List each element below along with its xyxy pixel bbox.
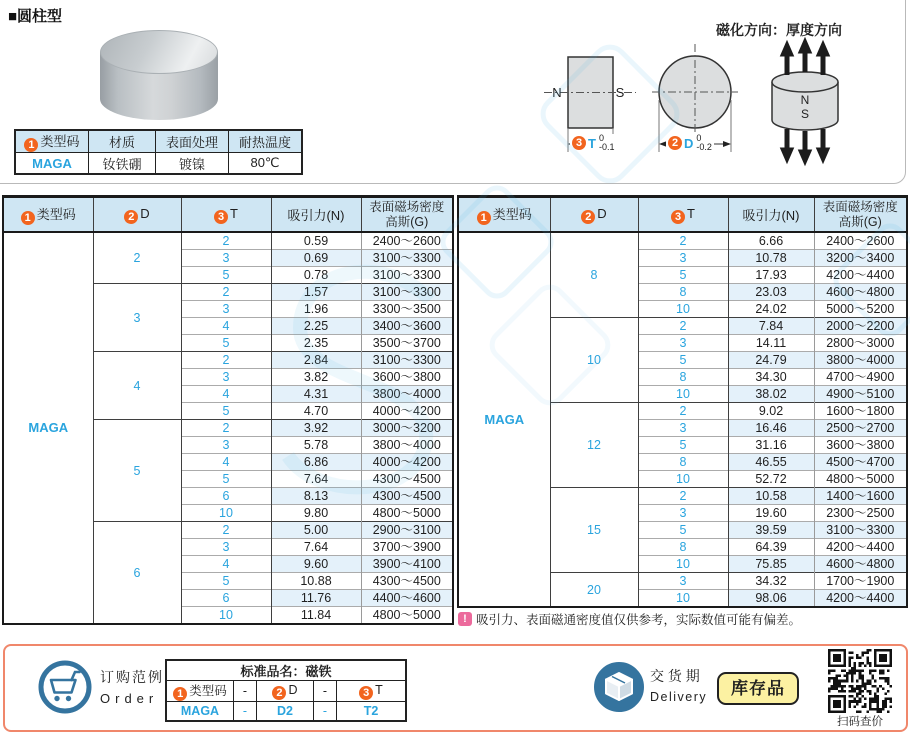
spec-cell-force: 34.32	[728, 573, 814, 590]
spec-table-left	[2, 195, 454, 625]
spec-cell-gauss: 3700～3900	[361, 539, 453, 556]
spec-cell-d: 6	[93, 522, 181, 625]
spec-cell-t: 5	[181, 335, 271, 352]
stock-badge: 库存品	[717, 672, 799, 705]
spec-header-gauss: 表面磁场密度 高斯(G)	[361, 197, 453, 233]
spec-cell-force: 5.78	[271, 437, 361, 454]
spec-header-gauss: 表面磁场密度 高斯(G)	[814, 197, 907, 233]
spec-cell-gauss: 2900～3100	[361, 522, 453, 539]
spec-cell-t: 5	[181, 573, 271, 590]
spec-cell-d: 4	[93, 352, 181, 420]
order-dash: -	[234, 702, 257, 722]
spec-cell-force: 11.84	[271, 607, 361, 625]
spec-cell-t: 3	[638, 335, 728, 352]
spec-cell-gauss: 1600～1800	[814, 403, 907, 420]
spec-cell-gauss: 4200～4400	[814, 267, 907, 284]
spec-cell-t: 3	[181, 437, 271, 454]
spec-cell-gauss: 4300～4500	[361, 488, 453, 505]
spec-cell-t: 10	[638, 556, 728, 573]
spec-cell-t: 5	[638, 267, 728, 284]
spec-cell-force: 7.64	[271, 539, 361, 556]
spec-header-force: 吸引力(N)	[728, 197, 814, 233]
spec-cell-gauss: 2500～2700	[814, 420, 907, 437]
spec-cell-t: 8	[638, 539, 728, 556]
spec-cell-d: 20	[550, 573, 638, 608]
spec-cell-gauss: 3100～3300	[361, 352, 453, 369]
spec-cell-force: 3.92	[271, 420, 361, 437]
info-header-surface: 表面处理	[156, 130, 229, 153]
pole-n-label: N	[552, 85, 562, 100]
spec-cell-force: 0.59	[271, 232, 361, 250]
order-dash: -	[234, 681, 257, 702]
spec-cell-force: 23.03	[728, 284, 814, 301]
spec-cell-gauss: 4500～4700	[814, 454, 907, 471]
spec-cell-force: 14.11	[728, 335, 814, 352]
dimension-label-d: 2 D 0 -0.2	[666, 134, 714, 152]
spec-cell-force: 4.70	[271, 403, 361, 420]
spec-cell-d: 15	[550, 488, 638, 573]
spec-cell-type-code: MAGA	[28, 420, 69, 435]
circle-3-icon: 3	[572, 136, 586, 150]
info-value-surface: 镀镍	[156, 153, 229, 175]
spec-cell-force: 1.57	[271, 284, 361, 301]
spec-cell-gauss: 4800～5000	[361, 505, 453, 522]
order-example-d: D2	[257, 702, 314, 722]
spec-cell-gauss: 1700～1900	[814, 573, 907, 590]
spec-cell-force: 5.00	[271, 522, 361, 539]
spec-cell-force: 4.31	[271, 386, 361, 403]
qr-code[interactable]	[828, 649, 892, 713]
order-header-d: 2 D	[257, 681, 314, 702]
spec-cell-gauss: 3100～3300	[814, 522, 907, 539]
spec-cell-t: 5	[181, 471, 271, 488]
spec-cell-force: 11.76	[271, 590, 361, 607]
spec-cell-gauss: 4000～4200	[361, 454, 453, 471]
spec-cell-force: 9.60	[271, 556, 361, 573]
info-value-heat: 80℃	[229, 153, 303, 175]
spec-cell-force: 1.96	[271, 301, 361, 318]
spec-cell-force: 52.72	[728, 471, 814, 488]
qr-caption: 扫码查价	[837, 716, 883, 728]
spec-cell-t: 3	[638, 250, 728, 267]
spec-cell-t: 2	[638, 403, 728, 420]
info-value-material: 钕铁硼	[89, 153, 156, 175]
circle-1-icon: 1	[173, 687, 187, 701]
spec-header-d: 2 D	[93, 197, 181, 233]
spec-cell-force: 24.79	[728, 352, 814, 369]
top-section	[0, 0, 906, 184]
tolerance-t: 0 -0.1	[598, 132, 615, 152]
spec-cell-force: 31.16	[728, 437, 814, 454]
spec-cell-t: 3	[638, 573, 728, 590]
spec-cell-t: 4	[181, 318, 271, 335]
spec-cell-t: 4	[181, 386, 271, 403]
spec-cell-gauss: 2400～2600	[814, 232, 907, 250]
spec-cell-force: 34.30	[728, 369, 814, 386]
cylinder-s-label: S	[800, 107, 810, 121]
spec-cell-t: 4	[181, 556, 271, 573]
spec-cell-t: 2	[638, 318, 728, 335]
delivery-title: 交 货 期 Delivery	[650, 668, 708, 704]
order-example-t: T2	[337, 702, 407, 722]
spec-cell-gauss: 1400～1600	[814, 488, 907, 505]
side-view-rect	[568, 57, 613, 128]
dimension-label-t: 3 T 0 -0.1	[570, 134, 616, 152]
spec-cell-gauss: 4600～4800	[814, 284, 907, 301]
spec-cell-gauss: 3800～4000	[361, 386, 453, 403]
circle-2-icon: 2	[668, 136, 682, 150]
spec-cell-d: 3	[93, 284, 181, 352]
order-example-code: MAGA	[166, 702, 234, 722]
spec-header-d: 2 D	[550, 197, 638, 233]
order-header-t: 3 T	[337, 681, 407, 702]
spec-cell-gauss: 3500～3700	[361, 335, 453, 352]
spec-cell-t: 2	[181, 284, 271, 301]
spec-cell-force: 64.39	[728, 539, 814, 556]
spec-cell-t: 5	[638, 437, 728, 454]
spec-cell-force: 2.35	[271, 335, 361, 352]
spec-cell-force: 39.59	[728, 522, 814, 539]
circle-3-icon: 3	[671, 210, 685, 224]
spec-cell-gauss: 4700～4900	[814, 369, 907, 386]
spec-cell-t: 3	[181, 301, 271, 318]
spec-cell-force: 2.84	[271, 352, 361, 369]
spec-cell-force: 6.86	[271, 454, 361, 471]
spec-cell-t: 8	[638, 369, 728, 386]
spec-cell-d: 8	[550, 232, 638, 318]
magnet-product-photo	[100, 30, 218, 122]
spec-cell-d: 5	[93, 420, 181, 522]
circle-2-icon: 2	[581, 210, 595, 224]
spec-cell-gauss: 3600～3800	[814, 437, 907, 454]
spec-cell-force: 19.60	[728, 505, 814, 522]
spec-header-type-code: 1 类型码	[458, 197, 550, 233]
spec-cell-force: 9.02	[728, 403, 814, 420]
circle-1-icon: 1	[21, 211, 35, 225]
spec-cell-force: 7.84	[728, 318, 814, 335]
exclamation-icon: !	[458, 612, 472, 626]
info-header-heat: 耐热温度	[229, 130, 303, 153]
order-dash: -	[314, 681, 337, 702]
spec-cell-type-code: MAGA	[484, 411, 525, 427]
spec-cell-t: 10	[181, 505, 271, 522]
spec-cell-d: 10	[550, 318, 638, 403]
spec-cell-force: 10.58	[728, 488, 814, 505]
cylinder-n-label: N	[800, 93, 810, 107]
spec-cell-gauss: 4800～5000	[361, 607, 453, 625]
spec-cell-t: 2	[181, 522, 271, 539]
spec-cell-t: 10	[181, 607, 271, 625]
circle-1-icon: 1	[24, 138, 38, 152]
cart-icon	[36, 658, 94, 716]
spec-cell-t: 2	[181, 420, 271, 437]
spec-cell-gauss: 4800～5000	[814, 471, 907, 488]
spec-cell-t: 3	[181, 539, 271, 556]
spec-cell-force: 98.06	[728, 590, 814, 608]
spec-cell-gauss: 4900～5100	[814, 386, 907, 403]
magnetization-title: 磁化方向：厚度方向	[716, 22, 842, 38]
spec-cell-t: 3	[638, 505, 728, 522]
spec-row	[458, 232, 907, 250]
magnet-diagrams	[540, 28, 908, 184]
spec-header-force: 吸引力(N)	[271, 197, 361, 233]
spec-cell-gauss: 2000～2200	[814, 318, 907, 335]
spec-cell-t: 5	[638, 522, 728, 539]
spec-cell-force: 46.55	[728, 454, 814, 471]
spec-cell-t: 3	[181, 369, 271, 386]
spec-cell-gauss: 2400～2600	[361, 232, 453, 250]
info-value-type-code: MAGA	[15, 153, 89, 175]
spec-cell-gauss: 4300～4500	[361, 573, 453, 590]
spec-cell-gauss: 3100～3300	[361, 284, 453, 301]
info-header-material: 材质	[89, 130, 156, 153]
spec-cell-gauss: 4200～4400	[814, 590, 907, 608]
spec-cell-t: 10	[638, 471, 728, 488]
order-example-table	[165, 659, 407, 722]
spec-header-t: 3 T	[638, 197, 728, 233]
spec-row	[3, 232, 453, 250]
tolerance-d: 0 -0.2	[696, 132, 712, 152]
magnet-top-face	[100, 30, 218, 74]
spec-cell-t: 5	[181, 267, 271, 284]
spec-cell-t: 2	[181, 352, 271, 369]
spec-cell-t: 10	[638, 301, 728, 318]
flux-arrows-down	[781, 129, 830, 165]
spec-cell-gauss: 3800～4000	[361, 437, 453, 454]
spec-cell-gauss: 3100～3300	[361, 250, 453, 267]
pole-s-label: S	[615, 85, 625, 100]
spec-cell-gauss: 4400～4600	[361, 590, 453, 607]
spec-cell-t: 3	[638, 420, 728, 437]
circle-3-icon: 3	[359, 686, 373, 700]
spec-table-right	[457, 195, 908, 608]
cylinder-top	[772, 72, 838, 92]
spec-cell-gauss: 4000～4200	[361, 403, 453, 420]
order-header-type-code: 1 类型码	[166, 681, 234, 702]
spec-cell-force: 17.93	[728, 267, 814, 284]
order-box	[3, 644, 908, 732]
spec-cell-gauss: 4600～4800	[814, 556, 907, 573]
reference-note: ! 吸引力、表面磁通密度值仅供参考，实际数值可能有偏差。	[458, 610, 801, 628]
spec-cell-gauss: 5000～5200	[814, 301, 907, 318]
spec-cell-t: 2	[181, 232, 271, 250]
product-info-table	[14, 129, 303, 175]
spec-cell-gauss: 3000～3200	[361, 420, 453, 437]
delivery-box-icon	[591, 659, 647, 715]
circle-2-icon: 2	[124, 210, 138, 224]
spec-cell-gauss: 3600～3800	[361, 369, 453, 386]
spec-cell-force: 38.02	[728, 386, 814, 403]
standard-product-name: 标准品名：磁铁	[166, 660, 406, 681]
spec-cell-gauss: 3400～3600	[361, 318, 453, 335]
spec-cell-t: 10	[638, 590, 728, 608]
spec-cell-t: 5	[181, 403, 271, 420]
page-title: ■圆柱型	[8, 8, 63, 25]
spec-cell-t: 10	[638, 386, 728, 403]
spec-cell-force: 75.85	[728, 556, 814, 573]
spec-cell-force: 7.64	[271, 471, 361, 488]
spec-cell-force: 24.02	[728, 301, 814, 318]
spec-cell-force: 3.82	[271, 369, 361, 386]
spec-cell-t: 2	[638, 232, 728, 250]
spec-cell-d: 2	[93, 232, 181, 284]
flux-arrows-up	[781, 38, 830, 75]
spec-cell-gauss: 2300～2500	[814, 505, 907, 522]
spec-cell-t: 8	[638, 284, 728, 301]
circle-3-icon: 3	[214, 210, 228, 224]
spec-cell-t: 3	[181, 250, 271, 267]
spec-cell-gauss: 3200～3400	[814, 250, 907, 267]
spec-cell-t: 2	[638, 488, 728, 505]
spec-cell-gauss: 3100～3300	[361, 267, 453, 284]
spec-cell-gauss: 3900～4100	[361, 556, 453, 573]
spec-cell-t: 8	[638, 454, 728, 471]
spec-cell-t: 4	[181, 454, 271, 471]
spec-cell-force: 6.66	[728, 232, 814, 250]
spec-cell-force: 9.80	[271, 505, 361, 522]
spec-cell-force: 0.69	[271, 250, 361, 267]
order-dash: -	[314, 702, 337, 722]
spec-cell-t: 5	[638, 352, 728, 369]
spec-cell-t: 6	[181, 590, 271, 607]
spec-cell-force: 8.13	[271, 488, 361, 505]
info-header-type-code: 1 类型码	[15, 130, 89, 153]
spec-cell-gauss: 4200～4400	[814, 539, 907, 556]
spec-cell-force: 16.46	[728, 420, 814, 437]
order-title: 订购范例 Order	[100, 669, 164, 706]
spec-cell-force: 10.78	[728, 250, 814, 267]
spec-cell-d: 12	[550, 403, 638, 488]
spec-cell-gauss: 4300～4500	[361, 471, 453, 488]
spec-header-type-code: 1 类型码	[3, 197, 93, 233]
circle-1-icon: 1	[477, 211, 491, 225]
spec-cell-gauss: 3300～3500	[361, 301, 453, 318]
spec-cell-force: 2.25	[271, 318, 361, 335]
spec-header-t: 3 T	[181, 197, 271, 233]
spec-cell-force: 0.78	[271, 267, 361, 284]
spec-cell-gauss: 2800～3000	[814, 335, 907, 352]
circle-2-icon: 2	[272, 686, 286, 700]
spec-cell-force: 10.88	[271, 573, 361, 590]
spec-cell-t: 6	[181, 488, 271, 505]
spec-cell-gauss: 3800～4000	[814, 352, 907, 369]
